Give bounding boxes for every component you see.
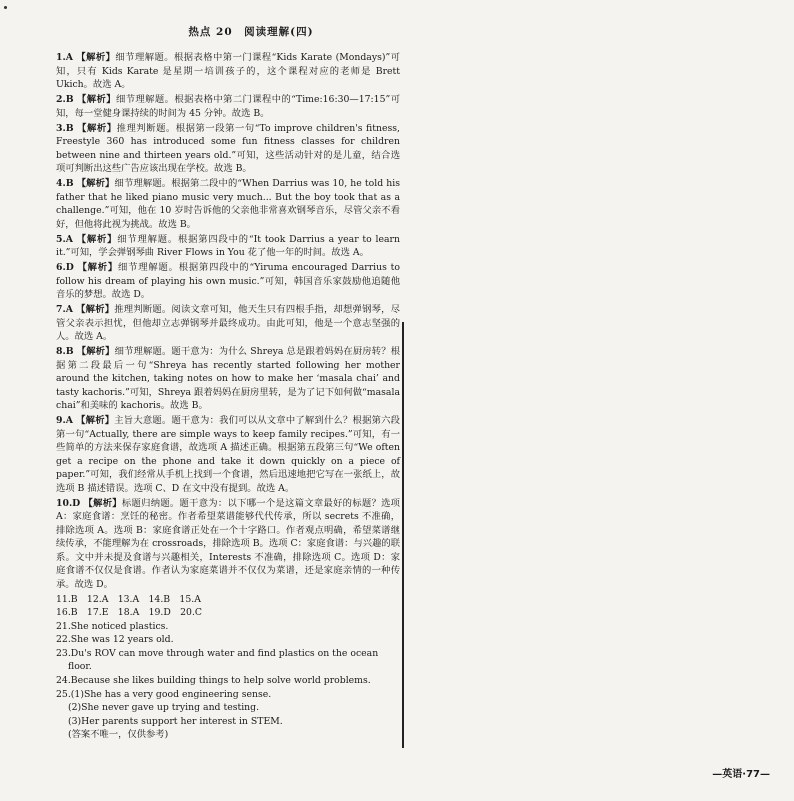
analysis-tag: 【解析】 [76,178,115,189]
question-number: 6.D [56,262,74,273]
explanation-item [56,51,400,92]
explanation-text: 细节理解题。根据第四段中的“Yiruma encouraged Darrius to follow his dream of playing his own music.”可知，韩国音乐家鼓励他追随他音乐的梦想。故选 D。 [56,262,400,300]
answer-line: 16.B 17.E 18.A 19.D 20.C [56,607,203,619]
explanation-item [56,233,400,260]
explanation-text: 标题归纳题。题干意为：以下哪一个是这篇文章最好的标题？选项 A：家庭食谱：烹饪的秘密。作者希望菜谱能够代代传承，所以 secrets 不准确，排除选项 A。选项 B：家庭食谱正处在一个十字路口。作者观点明确，希望菜谱继续传承，不能理解为在 crossroads，排除选项 B。选项 C：家庭食谱：与兴趣的联系。文中并未提及食谱与兴趣相关，Interests 不准确，排除选项 C。选项 D：家庭食谱不仅仅是食谱。作者认为家庭菜谱并不仅仅为菜谱，还是家庭亲情的一种传承。故选 D。 [56,497,400,590]
question-number: 2.B [56,94,74,105]
answer-line: 22.She was 12 years old. [56,634,174,646]
question-number: 4.B [56,178,74,189]
analysis-tag: 【解析】 [83,497,122,509]
analysis-tag: 【解析】 [76,415,115,426]
corner-mark [4,6,7,9]
question-number: 7.A [56,304,73,315]
explanation-item [56,497,400,592]
answer-line: 25.(1)She has a very good engineering sense. [56,688,272,700]
explanation-item [56,122,400,176]
explanation-item [56,261,400,302]
explanation-item [56,93,400,120]
explanation-item [56,414,400,495]
explanation-item [56,177,400,231]
answer-line: 23.Du's ROV can move through water and find plastics on the ocean [56,647,379,659]
page-footer: —英语·77— [712,769,770,780]
analysis-tag: 【解析】 [76,52,116,63]
analysis-tag: 【解析】 [77,122,117,134]
question-number: 5.A [56,233,73,245]
question-number: 10.D [56,497,81,509]
explanation-text: 细节理解题。根据表格中第一门课程“Kids Karate (Mondays)”可知，只有 Kids Karate 是星期一培训孩子的，这个课程对应的老师是 Brett Ukich。故选 A。 [56,52,400,90]
answer-line: (3)Her parents support her interest in STEM. [68,715,283,727]
answer-line: (答案不唯一，仅供参考) [68,729,169,741]
answer-line: (2)She never gave up trying and testing. [68,702,260,714]
answer-line: floor. [68,661,92,673]
explanation-text: 细节理解题。根据第四段中的“It took Darrius a year to learn it.”可知，学会弹钢琴曲 River Flows in You 花了他一年的时间。故选 A。 [56,233,400,258]
explanation-text: 主旨大意题。题干意为：我们可以从文章中了解到什么？根据第六段第一句“Actually, there are simple ways to keep family recipes.”可知，有一些简单的方法来保存家庭食谱，故选项 A 描述正确。根据第五段第三句“We often get a recipe on the phone and take it down quickly on a piece of paper.”可知，我们经常从手机上找到一个食谱，然后迅速地把它写在一张纸上，故选项 B 描述错误。选项 C、D 在文中没有提到。故选 A。 [56,415,400,494]
explanation-list [56,51,400,591]
question-number: 1.A [56,52,73,63]
analysis-tag: 【解析】 [76,94,116,105]
page-title: 热点 20 阅读理解(四) [188,26,314,38]
answer-line: 11.B 12.A 13.A 14.B 15.A [56,593,201,605]
question-number: 3.B [56,122,74,134]
explanation-item [56,345,400,413]
explanation-text: 推理判断题。根据第一段第一句“To improve children's fitness, Freestyle 360 has introduced some fun fitness classes for children between nine and thirteen years old.”可知，这些活动针对的是儿童，结合选项可判断出这些广告应该出现在学校。故选 B。 [56,122,400,174]
short-answer-list [56,593,400,743]
question-number: 8.B [56,346,74,357]
column-divider [402,322,404,748]
explanation-text: 细节理解题。根据表格中第二门课程中的“Time:16:30—17:15”可知，每一堂健身课持续的时间为 45 分钟。故选 B。 [56,94,400,119]
question-number: 9.A [56,415,73,426]
analysis-tag: 【解析】 [76,346,115,357]
explanation-item [56,303,400,344]
answer-line: 21.She noticed plastics. [56,620,169,632]
answer-column [56,51,400,742]
explanation-text: 推理判断题。阅读文章可知，他天生只有四根手指，却想弹钢琴，尽管父亲表示担忧，但他却立志弹钢琴并最终成功。由此可知，他是一个意志坚强的人。故选 A。 [56,304,400,342]
explanation-text: 细节理解题。题干意为：为什么 Shreya 总是跟着妈妈在厨房转？根据第二段最后一句“Shreya has recently started following her mother around the kitchen, taking notes on how to make her ‘masala chai’ and tasty kachoris.”可知，Shreya 跟着妈妈在厨房里转，是为了记下如何做“masala chai”和美味的 kachoris。故选 B。 [56,346,400,411]
explanation-text: 细节理解题。根据第二段中的“When Darrius was 10, he told his father that he liked piano music very much... But the boy took that as a challenge.”可知，他在 10 岁时告诉他的父亲他非常喜欢钢琴音乐，尽管父亲不看好，但他将此视为挑战。故选 B。 [56,178,400,230]
analysis-tag: 【解析】 [76,233,118,245]
analysis-tag: 【解析】 [77,262,119,273]
analysis-tag: 【解析】 [76,304,115,315]
answer-line: 24.Because she likes building things to help solve world problems. [56,675,371,687]
